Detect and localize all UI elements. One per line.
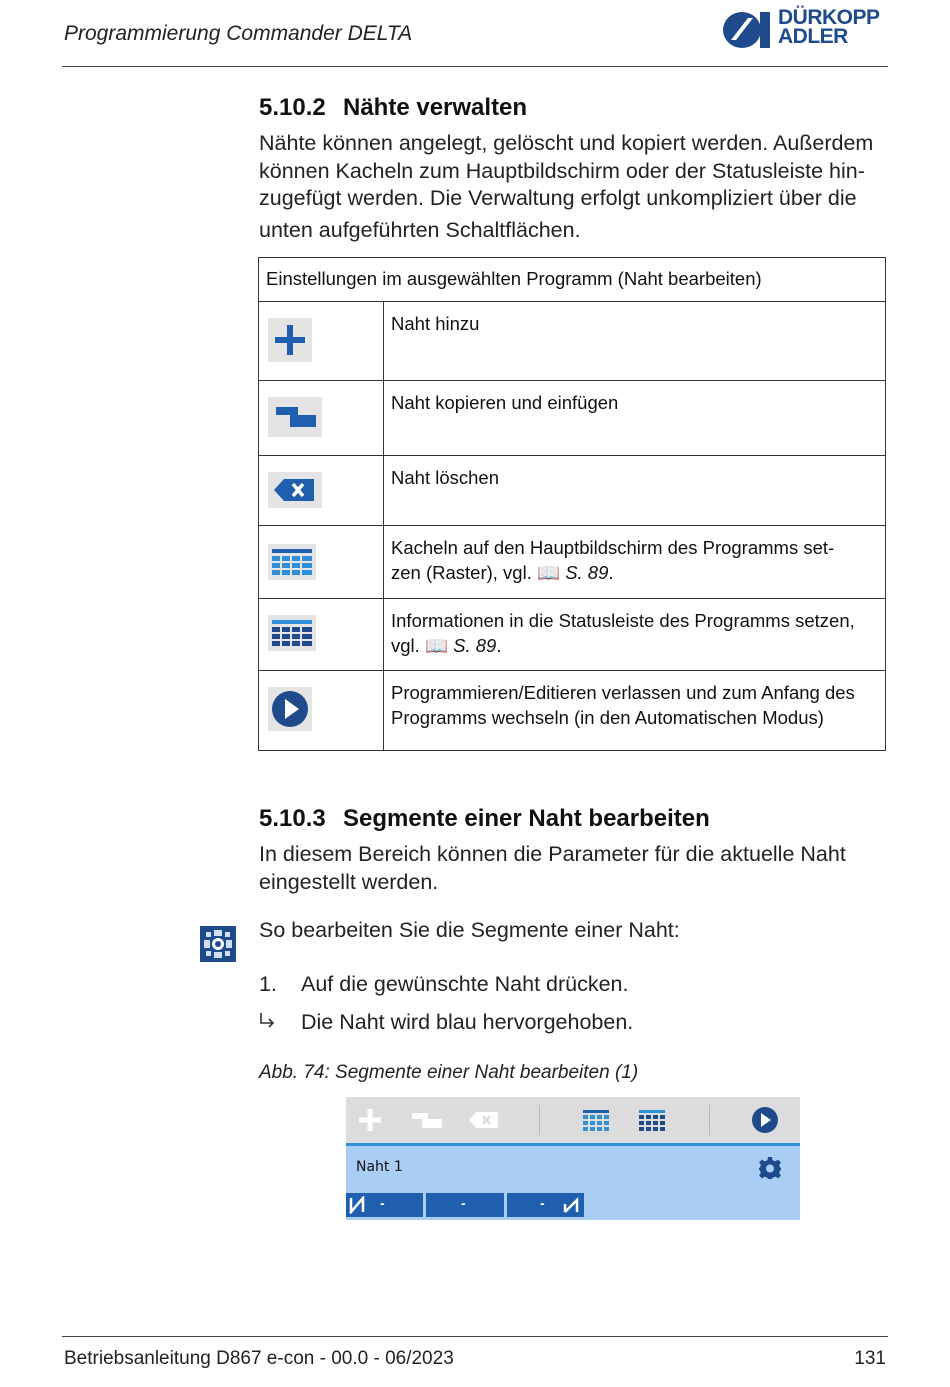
book-reference-icon: 📖: [424, 635, 448, 656]
paragraph-line: unten aufgeführten Schaltflächen.: [259, 217, 581, 242]
step-text: Auf die gewünschte Naht drücken.: [301, 972, 629, 996]
section-1-paragraph: [259, 130, 889, 244]
tiles-grid-icon: [268, 544, 316, 580]
plus-icon: [268, 318, 312, 362]
section-heading-2: [259, 805, 710, 833]
seam-editor-screenshot: [346, 1097, 800, 1220]
brand-logo: [722, 8, 892, 52]
figure-caption: Abb. 74: Segmente einer Naht bearbeiten (1): [259, 1062, 639, 1083]
segment-3[interactable]: [507, 1193, 584, 1217]
seam-toolbar: [346, 1097, 800, 1143]
step-1: [259, 972, 628, 997]
step-result: [259, 1010, 633, 1035]
segment-2[interactable]: [426, 1193, 504, 1217]
paragraph-line: können Kacheln zum Hauptbildschirm oder der Statusleiste hin-: [259, 158, 865, 183]
section-2-paragraph: [259, 841, 889, 896]
toolbar-separator: [709, 1105, 710, 1135]
document-title: Programmierung Commander DELTA: [64, 22, 413, 45]
seam-settings-gear-icon[interactable]: [758, 1156, 782, 1180]
header-rule: [62, 66, 888, 67]
statusbar-grid-button[interactable]: [637, 1105, 667, 1135]
start-automatic-mode-button[interactable]: [750, 1105, 780, 1135]
copy-paste-icon: [268, 397, 322, 437]
section-title: Nähte verwalten: [343, 94, 528, 121]
footer-doc-info: Betriebsanleitung D867 e-con - 00.0 - 06/2023: [64, 1348, 454, 1369]
table-row: [259, 671, 886, 751]
seam-management-table: [258, 257, 886, 751]
tiles-grid-button[interactable]: [581, 1105, 611, 1135]
page-reference: S. 89: [565, 562, 609, 583]
table-desc: Programmieren/Editieren verlassen und zum Anfang des Programms wechseln (in den Automatischen Modus): [384, 671, 886, 751]
section-title: Segmente einer Naht bearbeiten: [343, 805, 710, 832]
table-header-row: [259, 258, 886, 302]
table-row: [259, 599, 886, 671]
page-number: 131: [854, 1348, 886, 1369]
play-circle-icon: [268, 687, 312, 731]
table-desc: Informationen in die Statusleiste des Programms setzen, vgl. 📖 S. 89.: [384, 599, 886, 671]
table-row: [259, 381, 886, 456]
seam-row-selected[interactable]: [346, 1146, 800, 1191]
section-number: 5.10.3: [259, 805, 326, 832]
add-seam-button[interactable]: [355, 1105, 385, 1135]
statusbar-grid-icon: [268, 615, 316, 651]
result-arrow-icon: [259, 1010, 301, 1035]
table-header: Einstellungen im ausgewählten Programm (Naht bearbeiten): [259, 258, 886, 302]
table-row: [259, 456, 886, 526]
segment-mark: -: [380, 1195, 385, 1211]
table-row: [259, 302, 886, 381]
procedure-gear-icon: [200, 926, 236, 962]
segment-mark: -: [540, 1195, 545, 1211]
segment-row: [346, 1191, 800, 1220]
procedure-intro: So bearbeiten Sie die Segmente einer Naht:: [259, 918, 680, 942]
step-number: 1.: [259, 972, 277, 996]
section-number: 5.10.2: [259, 94, 326, 121]
table-desc: Naht kopieren und einfügen: [384, 381, 886, 456]
segment-1[interactable]: [346, 1193, 423, 1217]
table-desc: Kacheln auf den Hauptbildschirm des Programms set- zen (Raster), vgl. 📖 S. 89.: [384, 526, 886, 599]
table-desc: Naht hinzu: [384, 302, 886, 381]
book-reference-icon: 📖: [537, 562, 561, 583]
table-row: [259, 526, 886, 599]
logo-line-2: ADLER: [778, 25, 848, 48]
paragraph-line: Nähte können angelegt, gelöscht und kopiert werden. Außerdem: [259, 131, 874, 155]
seam-start-icon: [348, 1196, 366, 1214]
footer-rule: [62, 1336, 888, 1337]
segment-mark: -: [461, 1195, 466, 1211]
table-desc: Naht löschen: [384, 456, 886, 526]
logo-line-1: DÜRKOPP: [778, 6, 880, 29]
copy-seam-button[interactable]: [410, 1105, 444, 1135]
delete-seam-button[interactable]: [467, 1105, 501, 1135]
page-reference: S. 89: [453, 635, 497, 656]
delete-icon: [268, 472, 322, 508]
paragraph-line: In diesem Bereich können die Parameter für die aktuelle Naht: [259, 842, 846, 866]
result-text: Die Naht wird blau hervorgehoben.: [301, 1010, 634, 1034]
toolbar-separator: [539, 1105, 540, 1135]
paragraph-line: eingestellt werden.: [259, 869, 439, 894]
seam-label: Naht 1: [356, 1159, 403, 1175]
duerkopp-adler-logo-icon: [722, 10, 774, 50]
section-heading-1: [259, 94, 527, 122]
seam-end-icon: [562, 1196, 580, 1214]
paragraph-line: zugefügt werden. Die Verwaltung erfolgt unkompliziert über die: [259, 186, 857, 210]
